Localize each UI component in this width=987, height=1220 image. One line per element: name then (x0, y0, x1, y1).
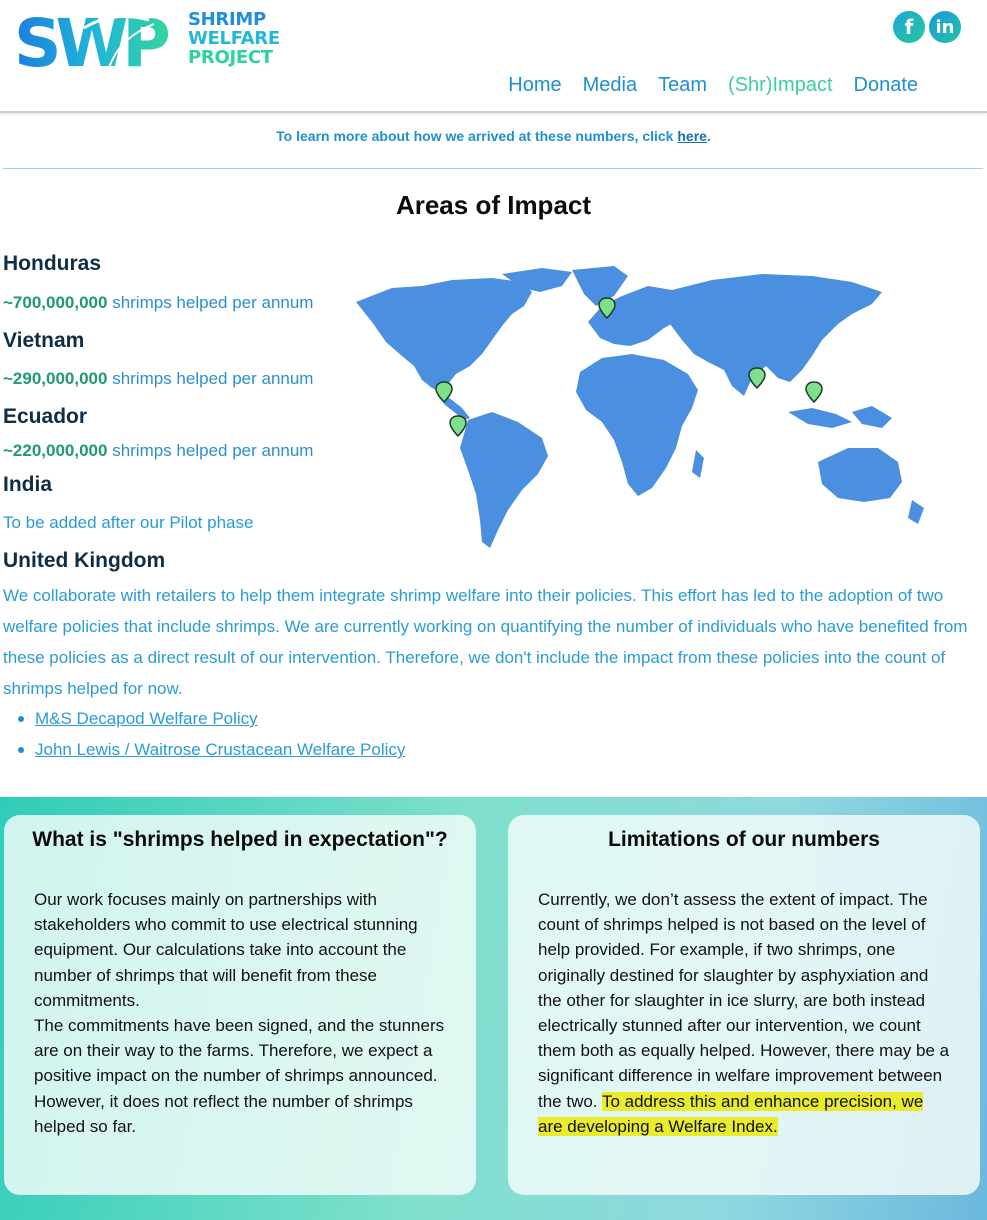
card-limitations-text: Currently, we don’t assess the extent of impact. The count of shrimps helped is not based on the level of help provided. For example, if two shrimps, one originally destined for slaughter by asphyxiation and the other for slaughter in ice slurry, are both instead electrically stunned after our intervention, we count them both as equally helped. However, there may be a significant difference in welfare improvement between the two. (538, 890, 950, 1111)
methodology-text: To learn more about how we arrived at these numbers, click (276, 128, 678, 144)
nav-donate[interactable]: Donate (853, 74, 918, 96)
divider (3, 168, 983, 169)
site-header (0, 0, 987, 113)
card-expectation-body (34, 887, 446, 1139)
linkedin-icon[interactable]: in (929, 11, 961, 43)
card-expectation-p1: Our work focuses mainly on partnerships with stakeholders who commit to use electrical stunning equipment. Our calculations take into account the number of shrimps that will benefit from these commitments. (34, 890, 418, 1010)
continents (356, 266, 924, 548)
card-limitations (508, 815, 980, 1195)
stat-suffix: shrimps helped per annum (107, 293, 314, 312)
nav-team[interactable]: Team (658, 74, 708, 96)
stat-suffix: shrimps helped per annum (107, 441, 314, 460)
country-uk: United Kingdom (3, 549, 166, 572)
uk-description: We collaborate with retailers to help them integrate shrimp welfare into their policies. This effort has led to the adoption of two welfare policies that include shrimps. We are currently working on quantifying the number of individuals who have benefited from these policies as a direct result of our intervention. Therefore, we don't include the impact from these policies into the count of shrimps helped for now. (3, 586, 968, 698)
page-title: Areas of Impact (395, 190, 592, 220)
policy-link-john-lewis[interactable]: John Lewis / Waitrose Crustacean Welfare Policy (35, 740, 406, 759)
card-limitations-body (538, 887, 950, 1139)
nav-impact[interactable]: (Shr)Impact (728, 74, 833, 96)
logo[interactable] (14, 8, 304, 74)
world-map (352, 262, 972, 554)
methodology-end: . (706, 128, 711, 144)
social-links (893, 11, 961, 43)
main-nav (508, 74, 918, 97)
nav-home[interactable]: Home (508, 74, 562, 96)
info-panel (0, 797, 987, 1220)
policy-link-ms[interactable]: M&S Decapod Welfare Policy (35, 709, 258, 728)
methodology-note (0, 128, 987, 144)
country-honduras: Honduras (3, 252, 102, 275)
policy-list (18, 703, 405, 765)
list-item (18, 703, 405, 734)
country-vietnam: Vietnam (3, 329, 85, 352)
svg-text:SWP: SWP (14, 8, 165, 74)
stat-number: ~290,000,000 (3, 369, 108, 388)
card-expectation-title: What is "shrimps helped in expectation"? (32, 828, 448, 851)
logo-wordmark (188, 10, 280, 67)
facebook-icon[interactable]: f (893, 11, 925, 43)
logo-line-2: WELFARE (188, 28, 280, 49)
logo-line-3: PROJECT (188, 47, 273, 68)
stat-ecuador (3, 441, 313, 461)
logo-line-1: SHRIMP (188, 9, 266, 30)
pin-india-icon (749, 368, 765, 388)
stat-number: ~700,000,000 (3, 293, 108, 312)
stat-honduras (3, 293, 313, 313)
card-expectation (4, 815, 476, 1195)
card-expectation-p3: However, it does not reflect the number of shrimps helped so far. (34, 1091, 413, 1136)
pin-vietnam-icon (806, 382, 822, 402)
stat-suffix: shrimps helped per annum (107, 369, 314, 388)
list-item (18, 734, 405, 765)
stat-number: ~220,000,000 (3, 441, 108, 460)
card-expectation-p2: The commitments have been signed, and the stunners are on their way to the farms. Therefore, we expect a positive impact on the number of shrimps announced. (34, 1016, 445, 1086)
card-limitations-title: Limitations of our numbers (608, 828, 880, 851)
pin-ecuador-icon (450, 416, 466, 436)
stat-vietnam (3, 369, 313, 389)
swp-logo-mark (14, 8, 179, 74)
nav-media[interactable]: Media (582, 74, 638, 96)
india-status: To be added after our Pilot phase (3, 513, 254, 532)
country-ecuador: Ecuador (3, 405, 88, 428)
country-india: India (3, 473, 53, 496)
methodology-link[interactable]: here (677, 128, 707, 144)
card-limitations-highlight: To address this and enhance precision, we are developing a Welfare Index. (538, 1091, 924, 1136)
